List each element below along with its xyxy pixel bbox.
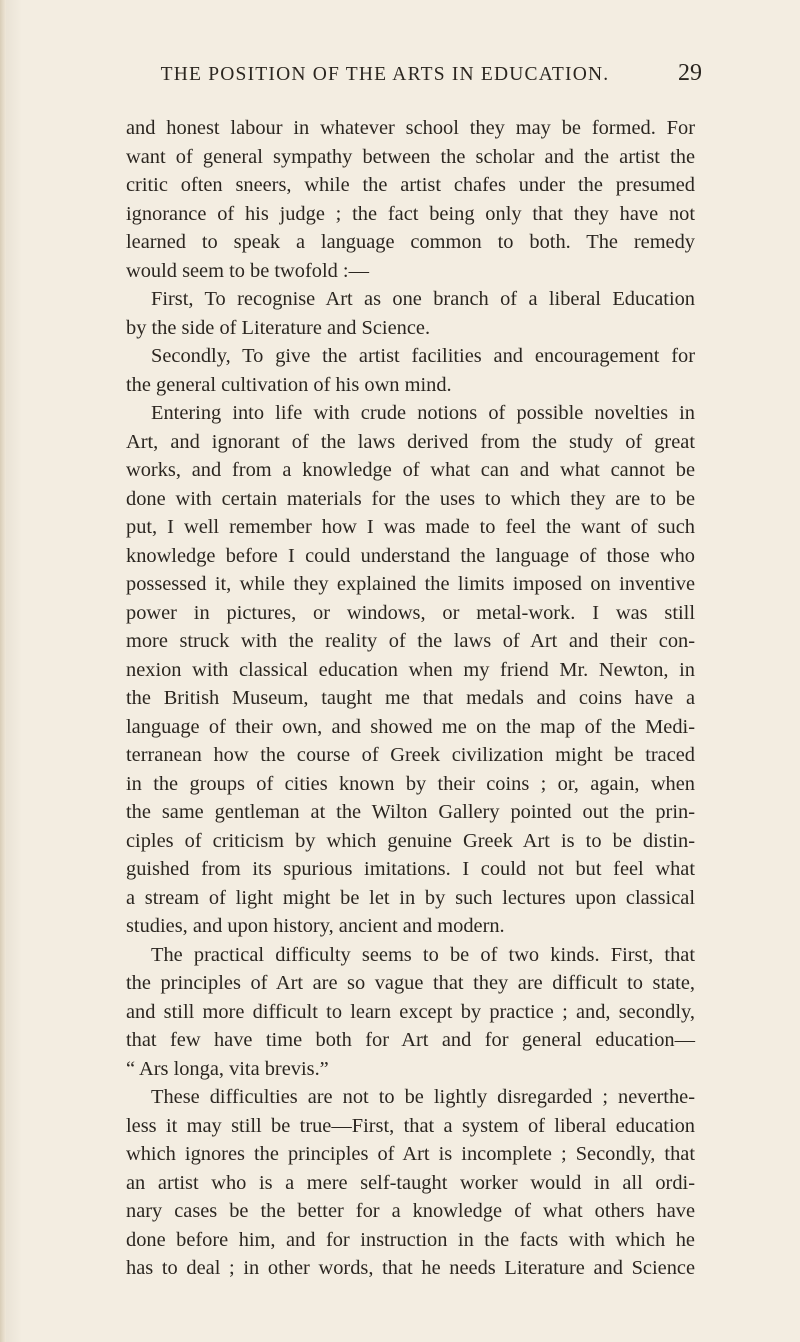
text-line: studies, and upon history, ancient and modern. (126, 915, 505, 937)
text-line: done before him, and for instruction in the facts with which he (126, 1228, 695, 1251)
text-line: the general cultivation of his own mind. (126, 373, 452, 396)
text-line: the British Museum, taught me that medals and coins have a (126, 687, 695, 709)
running-title: THE POSITION OF THE ARTS IN EDUCATION. (160, 64, 610, 85)
text-line: more struck with the reality of the laws of Art and their con- (126, 630, 695, 652)
text-line: critic often sneers, while the artist chafes under the presumed (126, 174, 695, 196)
text-line: has to deal ; in other words, that he needs Literature and Science (126, 1257, 695, 1279)
text-line: would seem to be twofold :— (126, 259, 369, 282)
text-line: knowledge before I could understand the language of those who (126, 544, 695, 567)
text-line: ciples of criticism by which genuine Greek Art is to be distin- (126, 829, 695, 852)
text-line: “ Ars longa, vita brevis.” (126, 1057, 329, 1080)
text-line: terranean how the course of Greek civilization might be traced (126, 744, 695, 766)
text-line: and still more difficult to learn except by practice ; and, secondly, (126, 1000, 695, 1023)
text-line: in the groups of cities known by their coins ; or, again, when (126, 772, 695, 795)
text-line: less it may still be true—First, that a system of liberal education (126, 1114, 695, 1137)
text-line: a stream of light might be let in by such lectures upon classical (126, 886, 695, 909)
text-line: ignorance of his judge ; the fact being only that they have not (126, 202, 695, 225)
text-line: nexion with classical education when my friend Mr. Newton, in (126, 658, 695, 681)
text-line: an artist who is a mere self-taught worker would in all ordi- (126, 1171, 695, 1194)
text-line: power in pictures, or windows, or metal-work. I was still (126, 601, 695, 624)
body-text (126, 114, 695, 1283)
text-line: and honest labour in whatever school they may be formed. For (126, 117, 695, 139)
text-line: guished from its spurious imitations. I could not but feel what (126, 858, 695, 880)
page-number: 29 (678, 60, 702, 86)
text-line: want of general sympathy between the scholar and the artist the (126, 145, 695, 168)
text-line: done with certain materials for the uses to which they are to be (126, 487, 695, 510)
text-line: which ignores the principles of Art is incomplete ; Secondly, that (126, 1143, 695, 1165)
text-line: the principles of Art are so vague that they are difficult to state, (126, 972, 695, 994)
text-line: by the side of Literature and Science. (126, 316, 431, 339)
text-line: that few have time both for Art and for general education— (126, 1029, 695, 1051)
text-line: put, I well remember how I was made to feel the want of such (126, 516, 695, 538)
text-line: the same gentleman at the Wilton Gallery pointed out the prin- (126, 801, 695, 823)
page-binding-edge (0, 0, 6, 1342)
text-line: The practical difficulty seems to be of two kinds. First, that (151, 943, 695, 966)
text-line: First, To recognise Art as one branch of a liberal Education (151, 288, 695, 310)
text-line: learned to speak a language common to both. The remedy (126, 231, 695, 253)
text-line: nary cases be the better for a knowledge of what others have (126, 1200, 695, 1222)
text-line: Secondly, To give the artist facilities and encouragement for (151, 345, 695, 367)
text-line: These difficulties are not to be lightly disregarded ; neverthe- (151, 1086, 695, 1108)
text-line: Art, and ignorant of the laws derived from the study of great (126, 430, 695, 453)
text-line: possessed it, while they explained the limits imposed on inventive (126, 573, 695, 595)
page-header (0, 60, 800, 94)
text-line: Entering into life with crude notions of possible novelties in (151, 402, 695, 424)
text-line: language of their own, and showed me on the map of the Medi- (126, 715, 695, 738)
text-line: works, and from a knowledge of what can and what cannot be (126, 459, 695, 481)
